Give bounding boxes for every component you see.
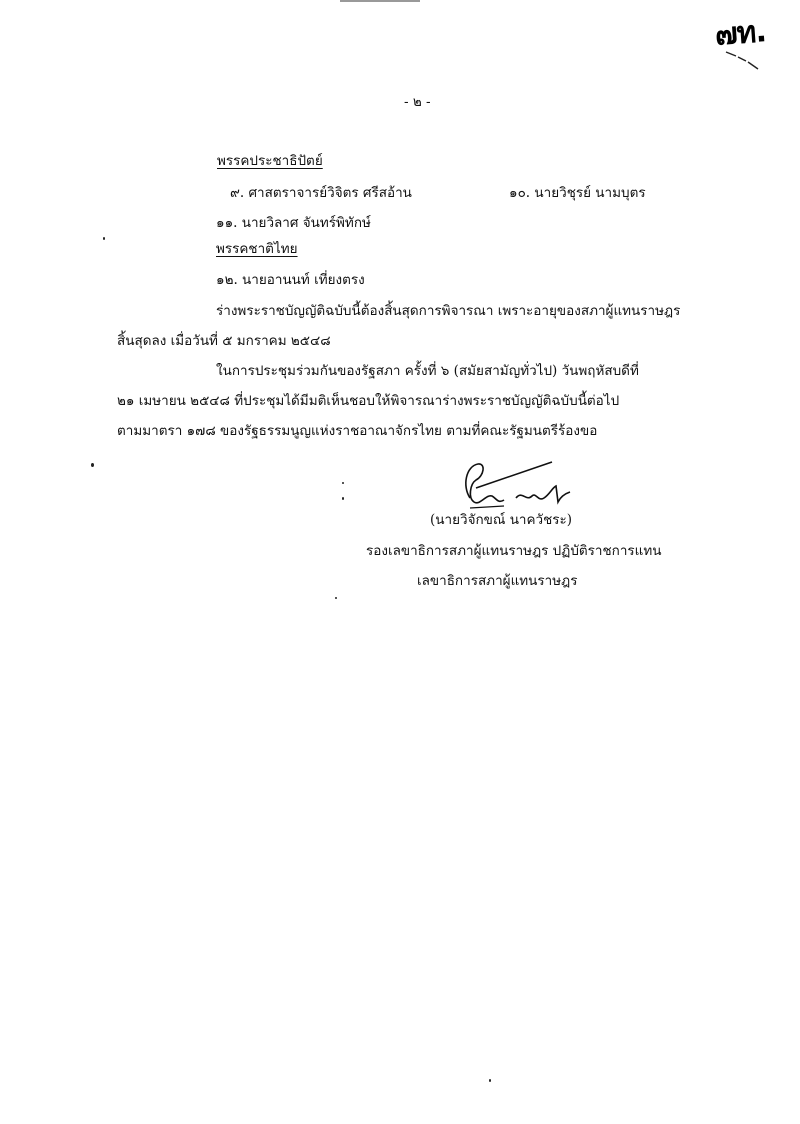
member-entry: ๑๐. นายวิชุรย์ นามบุตร <box>509 185 646 201</box>
paragraph-2-line-2: ๒๑ เมษายน ๒๕๔๘ ที่ประชุมได้มีมติเห็นชอบให้พิจารณาร่างพระราชบัญญัติฉบับนี้ต่อไป <box>117 393 620 409</box>
signatory-title-line-1: รองเลขาธิการสภาผู้แทนราษฎร ปฏิบัติราชการแทน <box>366 543 662 559</box>
paragraph-1-line-1: ร่างพระราชบัญญัติฉบับนี้ต้องสิ้นสุดการพิจารณา เพราะอายุของสภาผู้แทนราษฎร <box>216 303 681 319</box>
scan-speck <box>335 597 337 599</box>
signatory-title-line-2: เลขาธิการสภาผู้แทนราษฎร <box>417 573 578 589</box>
handwritten-corner-mark: ๗ท. <box>713 14 767 53</box>
scan-artifact <box>340 0 420 2</box>
member-entry: ๑๒. นายอานนท์ เที่ยงตรง <box>216 272 365 288</box>
handwritten-signature <box>440 458 590 516</box>
scan-speck <box>489 1079 491 1082</box>
scan-speck <box>342 497 344 500</box>
signatory-name: (นายวิจักขณ์ นาควัชระ) <box>430 512 573 528</box>
scan-speck <box>342 482 344 484</box>
paragraph-2-line-3: ตามมาตรา ๑๗๘ ของรัฐธรรมนูญแห่งราชอาณาจักรไทย ตามที่คณะรัฐมนตรีร้องขอ <box>117 423 598 439</box>
scan-speck <box>91 463 94 467</box>
paragraph-1-line-2: สิ้นสุดลง เมื่อวันที่ ๕ มกราคม ๒๕๔๘ <box>117 333 331 349</box>
member-entry: ๑๑. นายวิลาศ จันทร์พิทักษ์ <box>216 215 371 231</box>
party-heading-democrat: พรรคประชาธิปัตย์ <box>217 153 323 169</box>
scan-speck <box>103 237 105 240</box>
member-entry: ๙. ศาสตราจารย์วิจิตร ศรีสอ้าน <box>230 185 412 201</box>
handwritten-dash <box>722 48 762 72</box>
page-number: - ๒ - <box>404 94 431 110</box>
paragraph-2-line-1: ในการประชุมร่วมกันของรัฐสภา ครั้งที่ ๖ (สมัยสามัญทั่วไป) วันพฤหัสบดีที่ <box>216 363 639 379</box>
party-heading-chartthai: พรรคชาติไทย <box>216 241 298 257</box>
